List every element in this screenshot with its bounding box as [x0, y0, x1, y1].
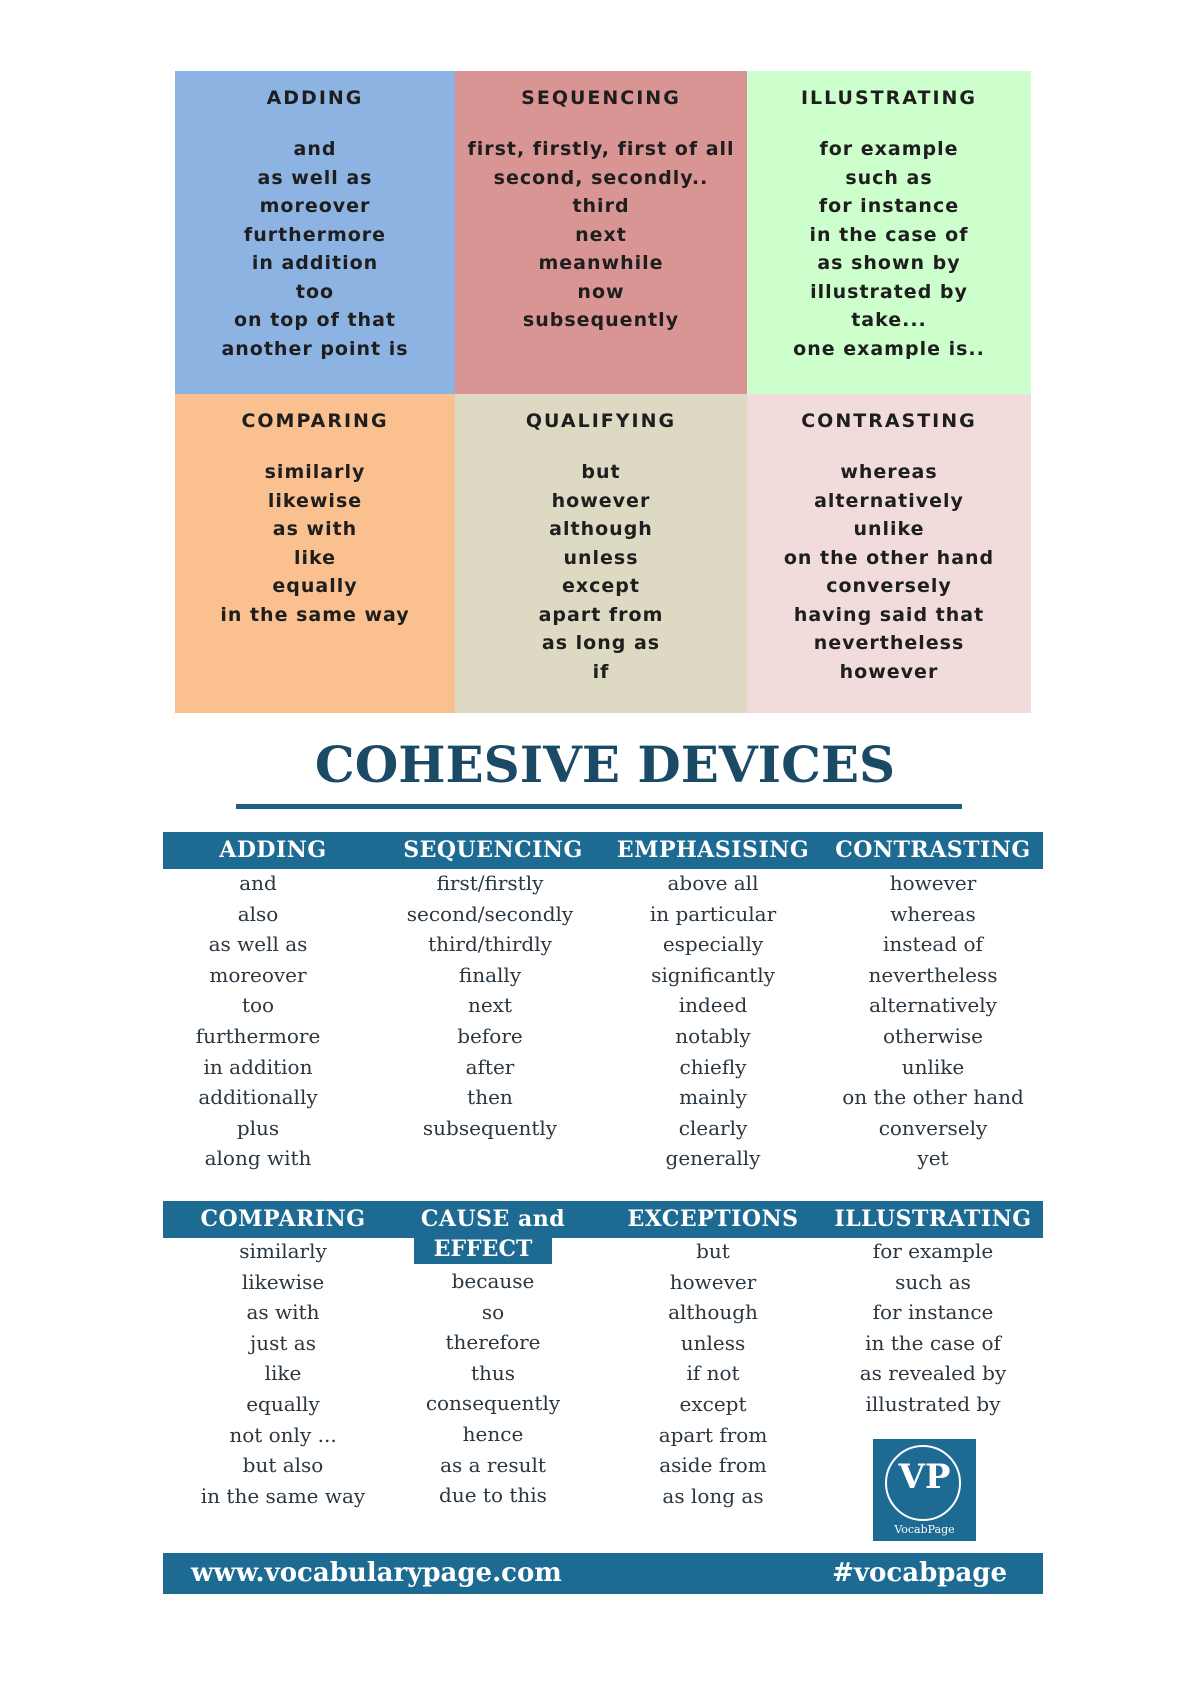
- list-item: moreover: [209, 962, 307, 987]
- list-item: for example: [819, 138, 959, 160]
- list-item: subsequently: [522, 309, 680, 331]
- table2-column: [383, 1236, 603, 1511]
- list-item: as long as: [541, 632, 661, 654]
- list-item: such as: [845, 166, 933, 189]
- list-item: yet: [917, 1146, 949, 1171]
- list-item: instead of: [883, 932, 983, 957]
- list-item: illustrated by: [865, 1391, 1001, 1416]
- table2-header: COMPARING: [200, 1206, 366, 1232]
- list-item: in addition: [251, 252, 379, 274]
- list-item: along with: [204, 1146, 312, 1171]
- list-item: finally: [458, 962, 522, 987]
- list-item: as revealed by: [859, 1361, 1007, 1386]
- list-item: like: [293, 546, 337, 569]
- list-item: because: [451, 1269, 535, 1293]
- list-item: however: [839, 660, 939, 683]
- list-item: significantly: [651, 962, 775, 987]
- list-item: additionally: [198, 1085, 318, 1110]
- category-grid: [175, 71, 1031, 713]
- list-item: as well as: [257, 166, 373, 189]
- list-item: as well as: [208, 932, 308, 957]
- list-item: third: [572, 195, 630, 217]
- table1-header: ADDING: [219, 837, 327, 863]
- list-item: whereas: [840, 461, 938, 483]
- list-item: nevertheless: [868, 962, 998, 987]
- cell-qualifying: [455, 394, 747, 713]
- cell-list: [455, 458, 747, 686]
- list-item: such as: [895, 1269, 971, 1294]
- list-item: unless: [680, 1330, 746, 1355]
- list-item: for example: [872, 1239, 994, 1263]
- list-item: first/firstly: [436, 871, 544, 895]
- list-item: therefore: [445, 1330, 541, 1355]
- list-item: on the other hand: [783, 546, 995, 569]
- list-item: not only ...: [229, 1422, 337, 1447]
- list-item: but: [581, 461, 621, 483]
- list-item: equally: [246, 1391, 320, 1416]
- list-item: as long as: [662, 1483, 764, 1508]
- cell-adding: [175, 71, 455, 394]
- list-item: in particular: [649, 901, 777, 926]
- list-item: then: [467, 1085, 513, 1110]
- list-item: apart from: [658, 1422, 768, 1447]
- list-item: equally: [272, 575, 358, 597]
- list-item: also: [237, 901, 279, 926]
- logo-caption: VocabPage: [894, 1523, 955, 1536]
- table1-column: [603, 868, 823, 1174]
- list-item: illustrated by: [810, 280, 968, 303]
- cell-list: [747, 135, 1031, 363]
- cell-heading: CONTRASTING: [801, 410, 977, 432]
- table2-header: CAUSE and: [420, 1206, 566, 1232]
- list-item: on the other hand: [842, 1085, 1024, 1110]
- list-item: like: [264, 1361, 302, 1386]
- cell-list: [175, 458, 455, 629]
- table1-header: SEQUENCING: [403, 837, 583, 863]
- list-item: chiefly: [679, 1054, 747, 1079]
- cell-heading: COMPARING: [241, 410, 389, 432]
- cell-illustrating: [747, 71, 1031, 394]
- list-item: alternatively: [869, 993, 997, 1018]
- list-item: just as: [250, 1330, 316, 1355]
- table2-column: [603, 1236, 823, 1511]
- list-item: next: [575, 223, 627, 246]
- list-item: furthermore: [243, 223, 387, 246]
- cell-list: [455, 135, 747, 335]
- table2-header: EXCEPTIONS: [627, 1206, 799, 1232]
- list-item: but: [696, 1239, 730, 1263]
- list-item: likewise: [267, 489, 363, 512]
- table2-column: [163, 1236, 383, 1511]
- list-item: likewise: [241, 1269, 325, 1294]
- table1-header: EMPHASISING: [616, 837, 810, 863]
- list-item: for instance: [818, 195, 960, 217]
- table1-header: CONTRASTING: [835, 837, 1031, 863]
- list-item: unlike: [853, 518, 925, 540]
- table1-column: [823, 868, 1043, 1174]
- table2-header-band: [163, 1201, 1043, 1238]
- list-item: too: [295, 280, 335, 303]
- list-item: conversely: [826, 575, 952, 597]
- list-item: however: [889, 871, 977, 895]
- cell-heading: ADDING: [266, 87, 364, 109]
- cause-effect-subheader: EFFECT: [414, 1234, 552, 1264]
- list-item: so: [481, 1299, 505, 1324]
- cell-list: [747, 458, 1031, 686]
- list-item: before: [457, 1023, 523, 1048]
- list-item: nevertheless: [813, 632, 965, 654]
- logo-initials: VP: [898, 1457, 951, 1497]
- list-item: for instance: [872, 1300, 994, 1325]
- list-item: after: [465, 1054, 515, 1079]
- list-item: notably: [675, 1023, 751, 1048]
- list-item: furthermore: [195, 1023, 321, 1048]
- list-item: and: [293, 138, 337, 160]
- list-item: as with: [246, 1300, 320, 1325]
- list-item: unlike: [901, 1054, 965, 1079]
- list-item: unless: [563, 546, 639, 569]
- list-item: in the case of: [865, 1330, 1001, 1355]
- list-item: meanwhile: [538, 252, 664, 274]
- vocabpage-logo: [873, 1439, 976, 1541]
- title-divider: [236, 804, 962, 809]
- list-item: hence: [462, 1421, 524, 1446]
- footer-website-link[interactable]: www.vocabularypage.com: [191, 1558, 562, 1588]
- list-item: third/thirdly: [428, 932, 552, 957]
- list-item: similarly: [264, 461, 366, 483]
- list-item: and: [239, 871, 277, 895]
- list-item: another point is: [221, 337, 409, 360]
- list-item: now: [577, 280, 625, 303]
- cell-contrasting: [747, 394, 1031, 713]
- list-item: similarly: [239, 1239, 327, 1263]
- list-item: consequently: [425, 1391, 561, 1416]
- list-item: although: [549, 518, 653, 540]
- list-item: if not: [686, 1361, 740, 1386]
- cell-heading: SEQUENCING: [521, 87, 681, 109]
- page-title: COHESIVE DEVICES: [314, 735, 896, 794]
- list-item: however: [551, 489, 651, 512]
- cell-list: [175, 135, 455, 363]
- table1-column: [163, 868, 383, 1174]
- footer-band: [163, 1553, 1043, 1594]
- list-item: in the same way: [200, 1483, 366, 1508]
- list-item: take...: [851, 309, 927, 331]
- list-item: indeed: [678, 993, 748, 1018]
- list-item: moreover: [259, 195, 371, 217]
- list-item: having said that: [793, 603, 985, 626]
- table1-column: [383, 868, 603, 1174]
- list-item: whereas: [890, 901, 976, 926]
- list-item: otherwise: [883, 1023, 983, 1048]
- list-item: generally: [665, 1146, 761, 1171]
- list-item: in the case of: [809, 223, 969, 246]
- list-item: next: [467, 993, 513, 1018]
- list-item: in the same way: [220, 603, 410, 626]
- table1-header-band: [163, 832, 1043, 869]
- list-item: as a result: [440, 1452, 546, 1477]
- list-item: except: [679, 1391, 747, 1416]
- list-item: especially: [662, 932, 764, 957]
- list-item: as with: [272, 518, 358, 540]
- list-item: mainly: [679, 1085, 747, 1110]
- list-item: due to this: [439, 1483, 547, 1508]
- list-item: plus: [236, 1115, 280, 1140]
- list-item: thus: [470, 1360, 516, 1385]
- list-item: aside from: [659, 1453, 767, 1478]
- list-item: however: [669, 1269, 757, 1294]
- list-item: in addition: [203, 1054, 313, 1079]
- list-item: first, firstly, first of all: [467, 138, 735, 160]
- list-item: but also: [242, 1453, 324, 1478]
- cell-comparing: [175, 394, 455, 713]
- list-item: subsequently: [422, 1115, 558, 1140]
- list-item: too: [241, 993, 275, 1018]
- list-item: apart from: [538, 603, 664, 626]
- cell-sequencing: [455, 71, 747, 394]
- cell-heading: ILLUSTRATING: [800, 87, 978, 109]
- list-item: conversely: [878, 1115, 988, 1140]
- list-item: on top of that: [234, 309, 396, 331]
- table2-header: ILLUSTRATING: [834, 1206, 1032, 1232]
- list-item: above all: [667, 871, 759, 895]
- list-item: one example is..: [793, 337, 985, 360]
- list-item: except: [562, 575, 640, 597]
- list-item: alternatively: [814, 489, 964, 512]
- list-item: as shown by: [817, 252, 961, 274]
- list-item: if: [592, 660, 610, 683]
- list-item: second, secondly..: [493, 166, 709, 189]
- cell-heading: QUALIFYING: [525, 410, 677, 432]
- footer-hashtag: #vocabpage: [832, 1558, 1007, 1588]
- list-item: clearly: [678, 1115, 748, 1140]
- table1-body: [163, 868, 1043, 1174]
- list-item: although: [668, 1300, 758, 1325]
- list-item: second/secondly: [406, 901, 574, 926]
